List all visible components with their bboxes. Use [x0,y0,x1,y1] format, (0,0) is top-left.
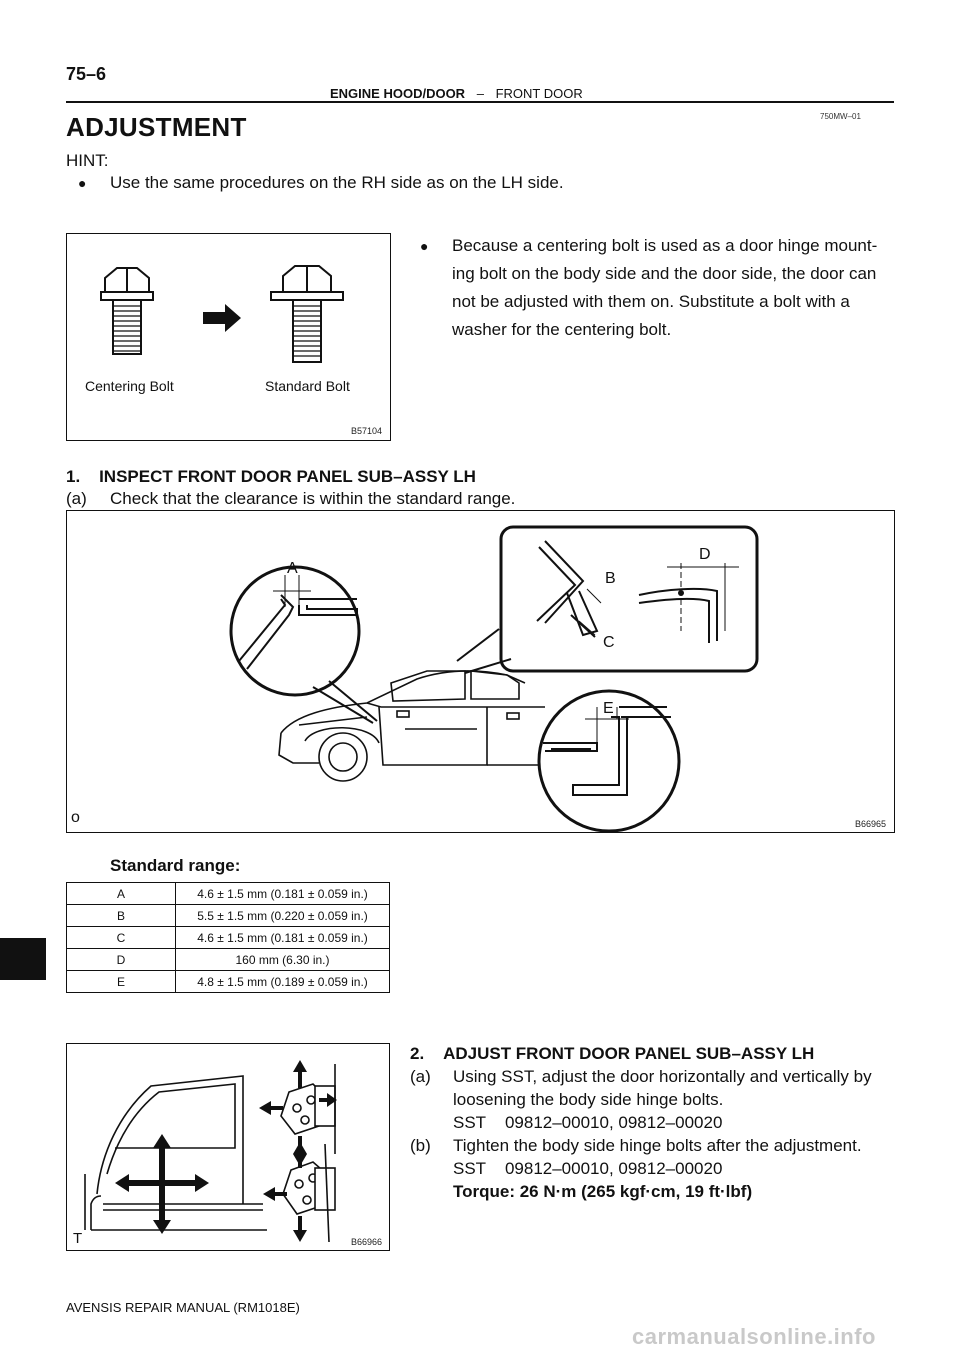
table-row [67,971,390,993]
step1-heading: 1. INSPECT FRONT DOOR PANEL SUB–ASSY LH [66,467,476,486]
standard-bolt-icon [271,266,343,362]
bullet-icon: ● [420,238,429,254]
door-icon [85,1076,267,1230]
header-rule [66,101,894,103]
standard-range-title: Standard range: [110,856,241,875]
hinge-top-icon [281,1064,335,1154]
figure-corner-mark: o [71,809,80,826]
step2-heading: 2. ADJUST FRONT DOOR PANEL SUB–ASSY LH [410,1044,815,1063]
centering-note [452,235,896,341]
hint-bullet-text: Use the same procedures on the RH side as on the LH side. [110,173,564,192]
step2-a-marker: (a) [410,1067,431,1086]
table-cell-key: D [67,949,176,971]
header-separator: – [476,86,484,101]
table-row [67,949,390,971]
label-d: D [699,546,711,563]
door-clearance-illustration [67,511,894,832]
hint-label: HINT: [66,151,109,170]
step2-b-sst: SST 09812–00010, 09812–00020 [453,1159,723,1178]
table-row [67,927,390,949]
label-c: C [603,634,615,651]
standard-range-table [66,882,390,993]
label-b: B [605,570,616,587]
table-cell-key: C [67,927,176,949]
centering-note-line: not be adjusted with them on. Substitute a bolt with a [452,292,850,311]
header-section: ENGINE HOOD/DOOR [330,86,466,101]
table-row [67,905,390,927]
table-cell-value: 5.5 ± 1.5 mm (0.220 ± 0.059 in.) [176,905,390,927]
step2-b-line1: Tighten the body side hinge bolts after the adjustment. [453,1136,862,1155]
table-cell-value: 4.6 ± 1.5 mm (0.181 ± 0.059 in.) [176,927,390,949]
footer: AVENSIS REPAIR MANUAL (RM1018E) [66,1300,300,1315]
running-header [330,86,583,101]
table-row [67,883,390,905]
page-title: ADJUSTMENT [66,112,247,142]
figure-corner-mark: T [73,1230,83,1247]
hinge-bottom-icon [283,1144,335,1242]
figure-door-clearance [66,510,895,833]
figure-code: B66966 [351,1237,383,1247]
section-tab [0,938,46,980]
table-cell-key: E [67,971,176,993]
move-cross-icon [115,1134,209,1234]
step2-a-line2: loosening the body side hinge bolts. [453,1090,724,1109]
centering-bolt-label: Centering Bolt [85,378,174,394]
label-e: E [603,700,614,717]
centering-note-line: ing bolt on the body side and the door side, the door can [452,264,877,283]
step2-a-line1: Using SST, adjust the door horizontally and vertically by [453,1067,872,1086]
centering-note-line: washer for the centering bolt. [452,320,672,339]
table-cell-key: A [67,883,176,905]
table-cell-value: 4.6 ± 1.5 mm (0.181 ± 0.059 in.) [176,883,390,905]
figure-bolts [66,233,391,441]
arrow-right-icon [203,304,241,332]
standard-bolt-label: Standard Bolt [265,378,350,394]
table-cell-key: B [67,905,176,927]
header-subsection: FRONT DOOR [495,86,583,101]
step2-a-sst: SST 09812–00010, 09812–00020 [453,1113,723,1132]
watermark: carmanualsonline.info [632,1324,876,1349]
label-a: A [287,560,298,577]
step1-sub-a-marker: (a) [66,489,87,508]
figure-hinge-adjustment [66,1043,390,1251]
step1-sub-a-text: Check that the clearance is within the standard range. [110,489,516,508]
figure-code: B57104 [351,426,383,436]
figure-code: B66965 [855,819,887,829]
doc-code: 750MW–01 [820,112,861,121]
table-cell-value: 4.8 ± 1.5 mm (0.189 ± 0.059 in.) [176,971,390,993]
centering-note-line: Because a centering bolt is used as a door hinge mount- [452,236,878,255]
page-number: 75–6 [66,64,107,84]
bullet-icon: ● [78,175,87,191]
step2-b-torque: Torque: 26 N·m (265 kgf·cm, 19 ft·lbf) [453,1182,753,1201]
step2-b-marker: (b) [410,1136,431,1155]
table-cell-value: 160 mm (6.30 in.) [176,949,390,971]
hinge-illustration [67,1044,389,1250]
bolt-illustration [67,234,390,440]
